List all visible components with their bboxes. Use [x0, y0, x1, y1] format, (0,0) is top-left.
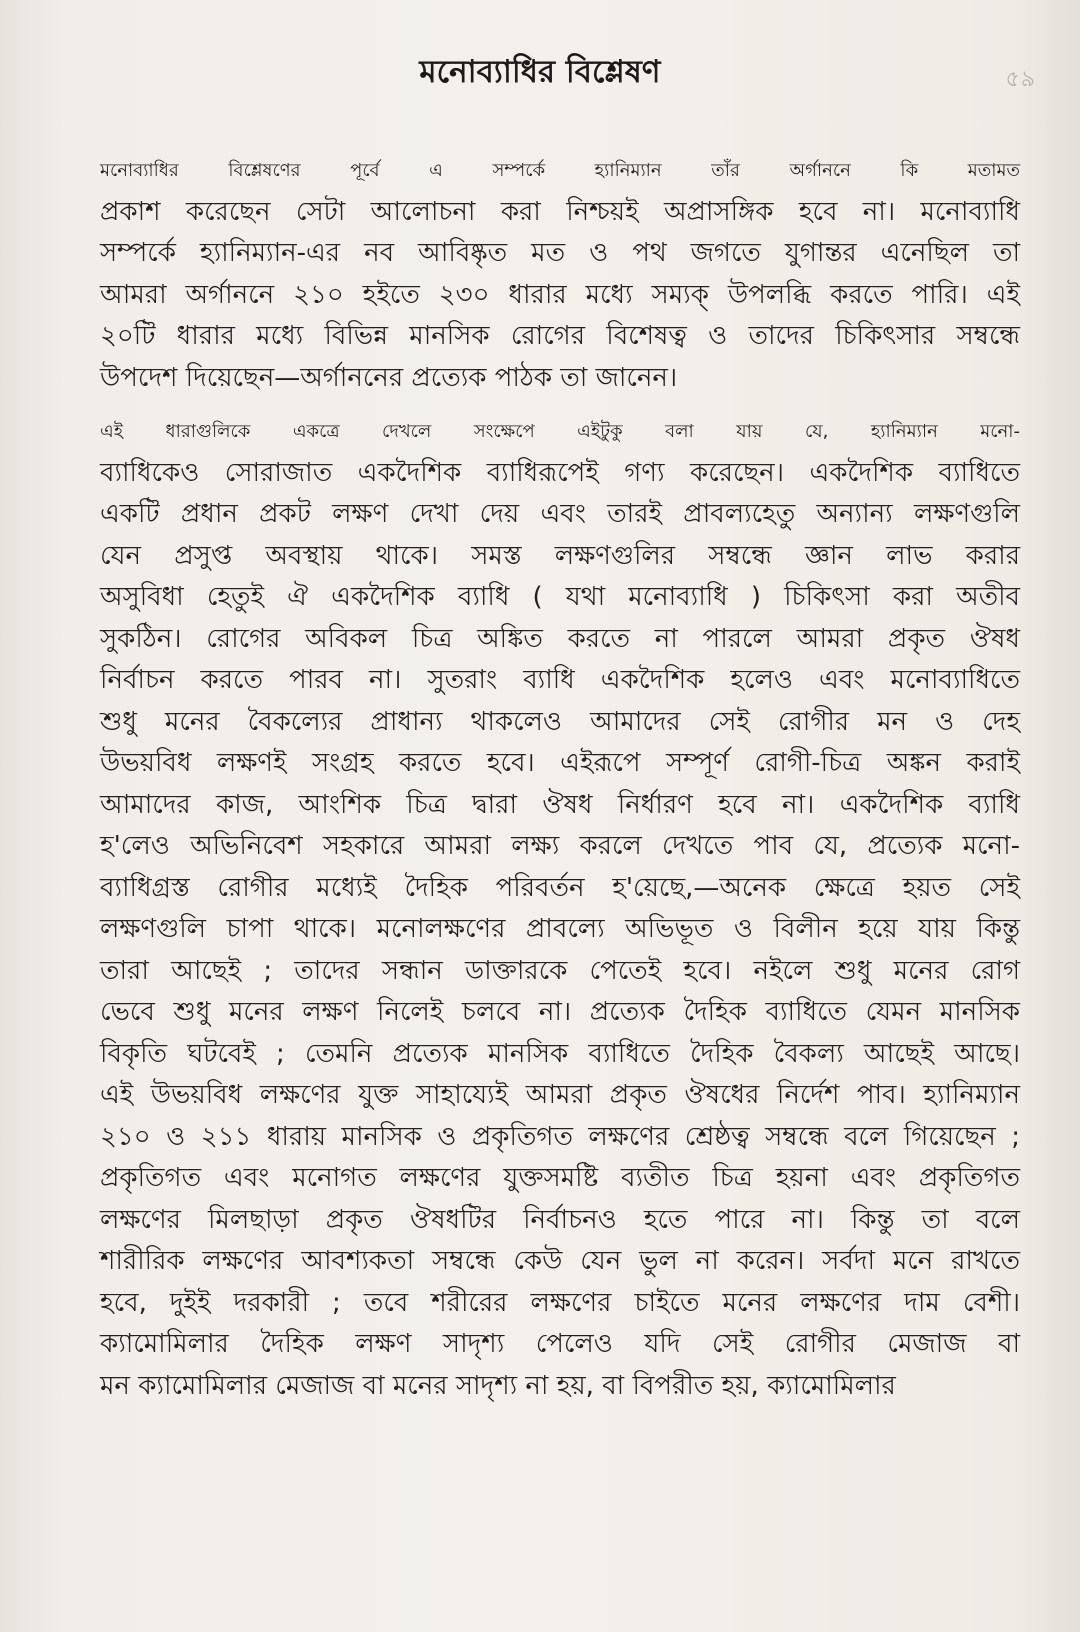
paragraph-analysis — [52, 411, 1020, 1407]
page-title: মনোব্যাধির বিশ্লেষণ — [419, 54, 661, 90]
text-line: এই উভয়বিধ লক্ষণের যুক্ত সাহায্যেই আমরা প্রকৃত ঔষধের নির্দেশ পাব। হ্যানিম্যান — [100, 1080, 1020, 1110]
text-line: ২০টি ধারার মধ্যে বিভিন্ন মানসিক রোগের বিশেষত্ব ও তাদের চিকিৎসার সম্বন্ধে — [100, 321, 1020, 351]
paragraph-intro — [52, 150, 1020, 399]
text-line: একটি প্রধান প্রকট লক্ষণ দেখা দেয় এবং তারই প্রাবল্যহেতু অন্যান্য লক্ষণগুলি — [100, 499, 1020, 529]
text-line: ভেবে শুধু মনের লক্ষণ নিলেই চলবে না। প্রত্যেক দৈহিক ব্যাধিতে যেমন মানসিক — [100, 997, 1020, 1027]
body-text — [52, 150, 1020, 1419]
text-line: লক্ষণগুলি চাপা থাকে। মনোলক্ষণের প্রাবল্যে অভিভূত ও বিলীন হয়ে যায় কিন্তু — [100, 914, 1020, 944]
text-line: উভয়বিধ লক্ষণই সংগ্রহ করতে হবে। এইরূপে সম্পূর্ণ রোগী-চিত্র অঙ্কন করাই — [100, 748, 1020, 778]
text-line: আমরা অর্গাননে ২১০ হইতে ২৩০ ধারার মধ্যে সম্যক্ উপলব্ধি করতে পারি। এই — [100, 279, 1020, 310]
text-line: সম্পর্কে হ্যানিম্যান-এর নব আবিষ্কৃত মত ও পথ জগতে যুগান্তর এনেছিল তা — [100, 238, 1020, 268]
text-line: সুকঠিন। রোগের অবিকল চিত্র অঙ্কিত করতে না পারলে আমরা প্রকৃত ঔষধ — [100, 623, 1020, 654]
text-line: প্রকাশ করেছেন সেটা আলোচনা করা নিশ্চয়ই অপ্রাসঙ্গিক হবে না। মনোব্যাধি — [100, 196, 1020, 227]
text-line: হ'লেও অভিনিবেশ সহকারে আমরা লক্ষ্য করলে দেখতে পাব যে, প্রত্যেক মনো- — [100, 831, 1020, 861]
text-line: শারীরিক লক্ষণের আবশ্যকতা সম্বন্ধে কেউ যেন ভুল না করেন। সর্বদা মনে রাখতে — [100, 1246, 1020, 1276]
text-line: শুধু মনের বৈকল্যের প্রাধান্য থাকলেও আমাদের সেই রোগীর মন ও দেহ — [100, 706, 1020, 737]
text-line: আমাদের কাজ, আংশিক চিত্র দ্বারা ঔষধ নির্ধারণ হবে না। একদৈশিক ব্যাধি — [100, 789, 1020, 820]
text-line: মনোব্যাধির বিশ্লেষণের পূর্বে এ সম্পর্কে হ্যানিম্যান তাঁর অর্গাননে কি মতামত — [100, 160, 1020, 181]
text-line: ব্যাধিকেও সোরাজাত একদৈশিক ব্যাধিরূপেই গণ্য করেছেন। একদৈশিক ব্যাধিতে — [100, 457, 1020, 488]
text-line: তারা আছেই ; তাদের সন্ধান ডাক্তারকে পেতেই হবে। নইলে শুধু মনের রোগ — [100, 955, 1021, 986]
text-line: প্রকৃতিগত এবং মনোগত লক্ষণের যুক্তসমষ্টি ব্যতীত চিত্র হয়না এবং প্রকৃতিগত — [100, 1163, 1020, 1193]
text-line: উপদেশ দিয়েছেন—অর্গাননের প্রত্যেক পাঠক তা জানেন। — [100, 362, 678, 393]
text-line: ২১০ ও ২১১ ধারায় মানসিক ও প্রকৃতিগত লক্ষণের শ্রেষ্ঠত্ব সম্বন্ধে বলে গিয়েছেন ; — [100, 1121, 1020, 1152]
text-line: হবে, দুইই দরকারী ; তবে শরীরের লক্ষণের চাইতে মনের লক্ষণের দাম বেশী। — [100, 1287, 1020, 1318]
text-line: এই ধারাগুলিকে একত্রে দেখলে সংক্ষেপে এইটুকু বলা যায় যে, হ্যানিম্যান মনো- — [100, 421, 1020, 442]
text-line: ব্যাধিগ্রস্ত রোগীর মধ্যেই দৈহিক পরিবর্তন হ'য়েছে,—অনেক ক্ষেত্রে হয়ত সেই — [100, 872, 1020, 903]
page-number: ৫৯ — [1005, 67, 1036, 92]
text-line: নির্বাচন করতে পারব না। সুতরাং ব্যাধি একদৈশিক হলেও এবং মনোব্যাধিতে — [100, 665, 1020, 695]
text-line: লক্ষণের মিলছাড়া প্রকৃত ঔষধটির নির্বাচনও হতে পারে না। কিন্তু তা বলে — [100, 1204, 1020, 1235]
text-line: অসুবিধা হেতুই ঐ একদৈশিক ব্যাধি ( যথা মনোব্যাধি ) চিকিৎসা করা অতীব — [100, 582, 1020, 612]
text-line: যেন প্রসুপ্ত অবস্থায় থাকে। সমস্ত লক্ষণগুলির সম্বন্ধে জ্ঞান লাভ করার — [100, 540, 1020, 571]
text-line: ক্যামোমিলার দৈহিক লক্ষণ সাদৃশ্য পেলেও যদি সেই রোগীর মেজাজ বা — [100, 1329, 1020, 1359]
text-line: মন ক্যামোমিলার মেজাজ বা মনের সাদৃশ্য না হয়, বা বিপরীত হয়, ক্যামোমিলার — [100, 1370, 896, 1401]
text-line: বিকৃতি ঘটবেই ; তেমনি প্রত্যেক মানসিক ব্যাধিতে দৈহিক বৈকল্য আছেই আছে। — [100, 1038, 1020, 1069]
